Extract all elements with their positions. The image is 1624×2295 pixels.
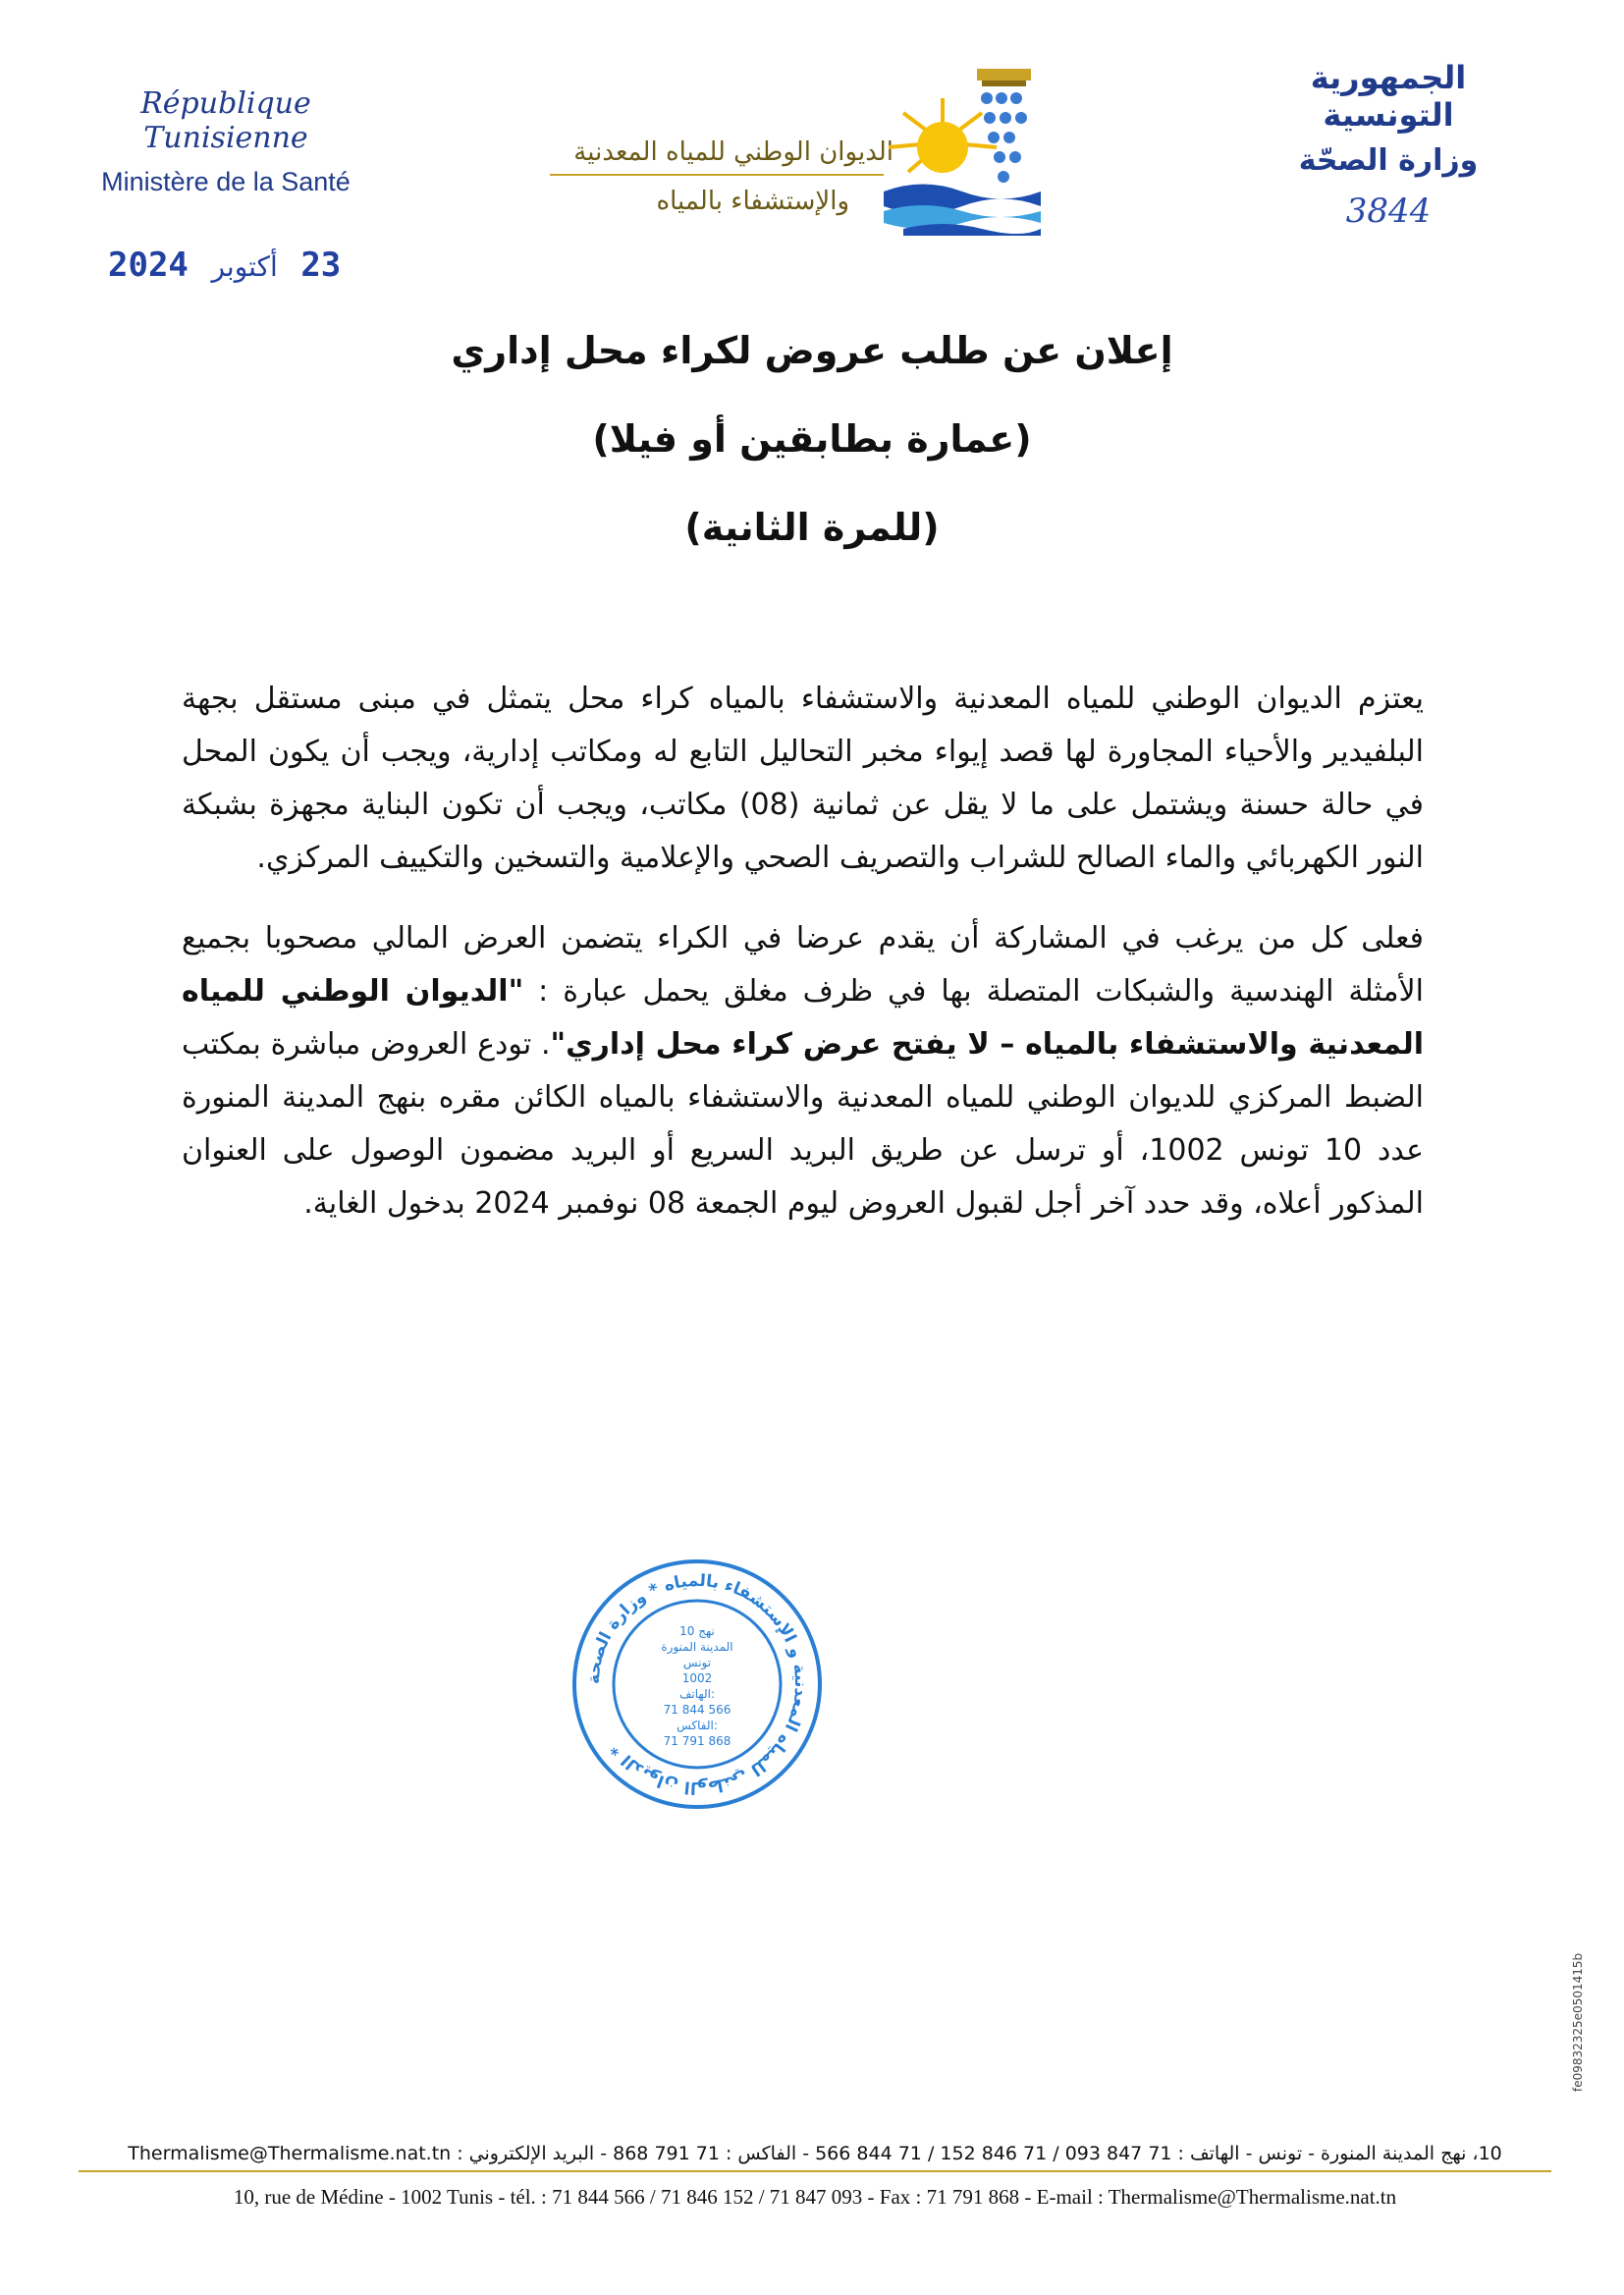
logo-text-line1: الديوان الوطني للمياه المعدنية: [573, 137, 893, 167]
ministry-name-fr: Ministère de la Santé: [101, 167, 351, 196]
official-seal-icon: [569, 1557, 825, 1812]
body-p2-end: . تودع العروض مباشرة بمكتب الضبط المركزي للديوان الوطني للمياه المعدنية والاستشفاء بالمياه الكائن مقره بنهج المدينة المنورة عدد 10 تونس 1002، أو ترسل عن طريق البريد السريع أو البريد مضمون الوصول على العنوان المذكور أعلاه، وقد حدد آخر أجل لقبول العروض ليوم الجمعة 08 نوفمبر 2024 بدخول الغاية.: [182, 1027, 1425, 1221]
seal-line-4: 1002: [681, 1671, 713, 1685]
footer-address-ar: 10، نهج المدينة المنورة - تونس - الهاتف : 71 847 093 / 71 846 152 / 71 844 566 - الفاكس : 71 791 868 - البريد الإلكتروني : Thermalisme@Thermalisme.nat.tn: [128, 2143, 1502, 2164]
seal-line-6: 71 844 566: [663, 1703, 731, 1717]
announcement-title: إعلان عن طلب عروض لكراء محل إداري: [451, 329, 1173, 372]
logo-divider: [550, 174, 884, 176]
announcement-subtitle: (عمارة بطابقين أو فيلا): [592, 417, 1032, 461]
body-paragraph-2: [182, 912, 1424, 1230]
announcement-body: [182, 673, 1424, 1258]
footer-address-fr: 10, rue de Médine - 1002 Tunis - tél. : 71 844 566 / 71 846 152 / 71 847 093 - Fax : 71 791 868 - E-mail : Thermalisme@Thermalisme.nat.tn: [233, 2185, 1397, 2209]
french-header: [59, 86, 393, 197]
logo-text-line2: والإستشفاء بالمياه: [656, 187, 849, 216]
date-month: أكتوبر: [211, 250, 278, 283]
seal-line-2: المدينة المنورة: [661, 1640, 733, 1654]
document-code: fe09832325e0501415b: [1571, 1952, 1585, 2092]
seal-line-7: الفاكس:: [677, 1719, 718, 1732]
date-year: 2024: [108, 246, 189, 285]
date-stamp: [108, 246, 341, 285]
seal-line-3: تونس: [682, 1656, 712, 1669]
body-paragraph-1: يعتزم الديوان الوطني للمياه المعدنية والاستشفاء بالمياه كراء محل يتمثل في مبنى مستقل بجهة البلفيدير والأحياء المجاورة لها قصد إيواء مخبر التحاليل التابع له ومكاتب إدارية، ويجب أن يكون المحل في حالة حسنة ويشتمل على ما لا يقل عن ثمانية (08) مكاتب، ويجب أن تكون البناية مجهزة بشبكة النور الكهربائي والماء الصالح للشراب والتصريف الصحي والإعلامية والتسخين والتكييف المركزي.: [182, 682, 1424, 875]
footer-divider: [79, 2170, 1551, 2172]
republic-name-ar: الجمهورية التونسية: [1310, 59, 1467, 134]
body-p2-start: فعلى كل من يرغب في المشاركة أن يقدم عرضا في الكراء يتضمن العرض المالي مصحوبا بجميع الأمثلة الهندسية والشبكات المتصلة بها في ظرف مغلق يحمل عبارة :: [182, 921, 1424, 1009]
office-logo: [530, 64, 1080, 236]
ministry-name-ar: وزارة الصحّة: [1298, 143, 1479, 178]
seal-ring-text: الديوان الوطني للمياه المعدنية و الإستشفاء بالمياه * وزارة الصحة *: [583, 1570, 811, 1798]
sun-water-column-icon: [884, 64, 1041, 236]
reference-number: 3844: [1345, 191, 1432, 231]
republic-name-fr: République Tunisienne: [140, 86, 311, 155]
announcement-round: (للمرة الثانية): [684, 506, 940, 549]
seal-line-8: 71 791 868: [663, 1734, 731, 1748]
seal-line-5: الهاتف:: [679, 1687, 715, 1701]
seal-line-1: 10 نهج: [679, 1624, 715, 1638]
date-day: 23: [300, 246, 342, 285]
body-p2-bold: "الديوان الوطني للمياه المعدنية والاستشفاء بالمياه – لا يفتح عرض كراء محل إداري": [182, 974, 1424, 1062]
arabic-header: [1241, 59, 1536, 231]
